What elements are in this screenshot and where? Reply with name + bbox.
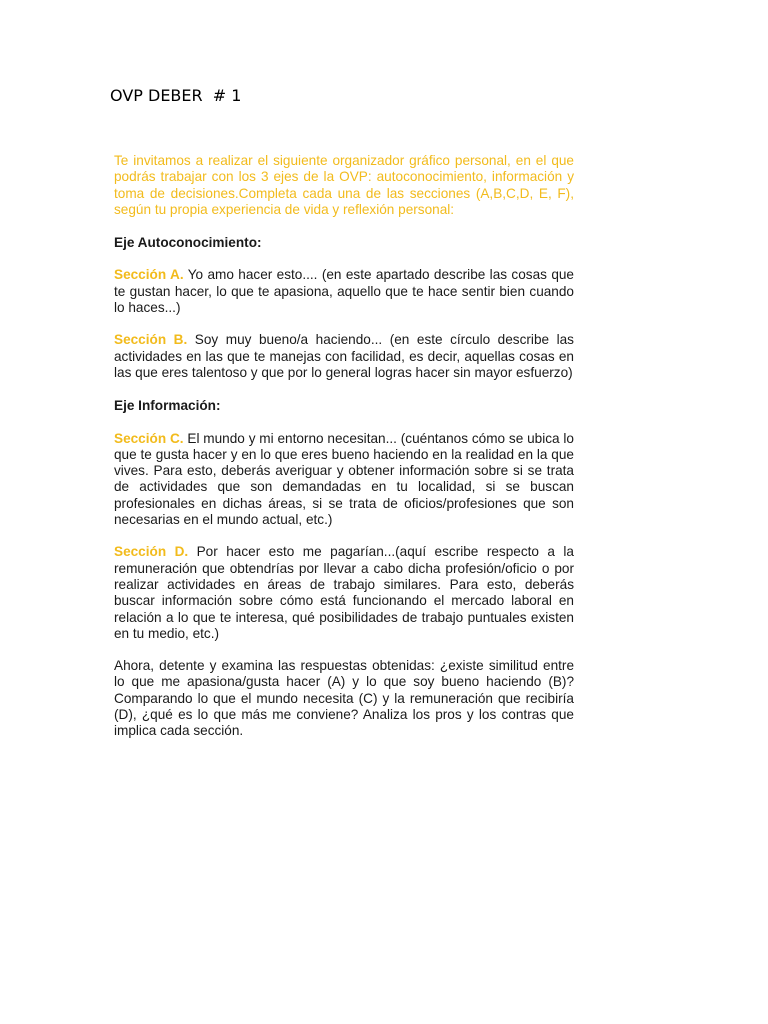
heading-eje-informacion: Eje Información: <box>114 398 221 414</box>
seccion-c-paragraph <box>114 431 574 529</box>
seccion-d-paragraph <box>114 544 574 642</box>
heading-eje-autoconocimiento: Eje Autoconocimiento: <box>114 235 262 251</box>
seccion-a-paragraph <box>114 267 574 316</box>
document-title: OVP DEBER # 1 <box>110 86 242 105</box>
intro-paragraph: Te invitamos a realizar el siguiente organizador gráfico personal, en el que podrás trabajar con los 3 ejes de la OVP: autoconocimiento, información y toma de decisiones.Completa cada una de las secciones (A,B,C,D, E, F), según tu propia experiencia de vida y reflexión personal: <box>114 153 574 217</box>
seccion-b-paragraph <box>114 332 574 381</box>
seccion-d-label: Sección D. <box>114 544 189 560</box>
seccion-a-label: Sección A. <box>114 267 184 283</box>
seccion-b-text: Soy muy bueno/a haciendo... (en este círculo describe las actividades en las que te manejas con facilidad, es decir, aquellas cosas en las que eres talentoso y que por lo general logras hacer sin mayor esfuerzo) <box>114 332 574 380</box>
seccion-a-text: Yo amo hacer esto.... (en este apartado describe las cosas que te gustan hacer, lo que te apasiona, aquello que te hace sentir bien cuando lo haces...) <box>114 267 574 316</box>
seccion-c-label: Sección C. <box>114 430 184 446</box>
closing-paragraph: Ahora, detente y examina las respuestas obtenidas: ¿existe similitud entre lo que me apasiona/gusta hacer (A) y lo que soy bueno haciendo (B)? Comparando lo que el mundo necesita (C) y la remuneración que recibiría (D), ¿qué es lo que más me conviene? Analiza los pros y los contras que implica cada sección. <box>114 658 574 739</box>
seccion-d-text: Por hacer esto me pagarían...(aquí escribe respecto a la remuneración que obtendrías por llevar a cabo dicha profesión/oficio o por realizar actividades en áreas de trabajo similares. Para esto, deberás buscar información sobre cómo está funcionando el mercado laboral en relación a lo que te interesa, qué posibilidades de trabajo puntuales existen en tu medio, etc.) <box>114 544 574 641</box>
seccion-b-label: Sección B. <box>114 332 188 348</box>
document-body <box>114 153 574 740</box>
seccion-c-text: El mundo y mi entorno necesitan... (cuéntanos cómo se ubica lo que te gusta hacer y en lo que eres bueno haciendo en la realidad en la que vives. Para esto, deberás averiguar y obtener información sobre si se trata de actividades que son demandadas en tu localidad, si se buscan profesionales en dichas áreas, si se trata de oficios/profesiones que son necesarias en el mundo actual, etc.) <box>114 430 574 528</box>
